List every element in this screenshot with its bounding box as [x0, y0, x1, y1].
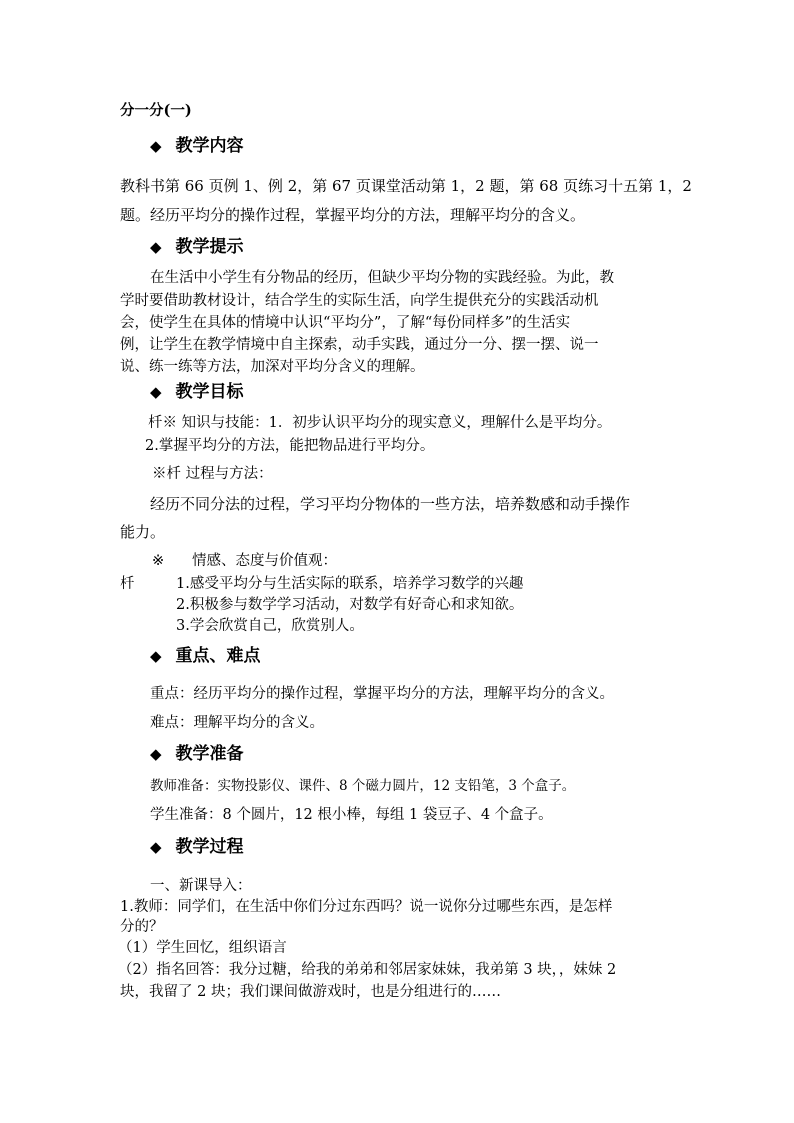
goals-emotion-mark: ※ [152, 553, 165, 569]
page-title: 分一分(一) [120, 102, 192, 119]
hints-line-5: 说、练一练等方法，加深对平均分含义的理解。 [120, 359, 425, 375]
hints-line-1: 在生活中小学生有分物品的经历，但缺少平均分物的实践经验。为此，教 [150, 270, 614, 286]
diamond-bullet-icon: ◆ [150, 647, 162, 665]
goals-emotion-label: 情感、态度与价值观： [192, 553, 337, 569]
goals-process-line-1: 经历不同分法的过程，学习平均分物体的一些方法，培养数感和动手操作 [150, 495, 631, 513]
goals-emotion-item-1: 1.感受平均分与生活实际的联系，培养学习数学的兴趣 [176, 576, 524, 592]
heading-goals-label: 教学目标 [175, 382, 244, 402]
process-line-4: （1）学生回忆，组织语言 [118, 940, 287, 956]
heading-preparation [150, 743, 244, 765]
heading-content-label: 教学内容 [175, 136, 244, 156]
hints-line-2: 学时要借助教材设计，结合学生的实际生活，向学生提供充分的实践活动机 [120, 293, 599, 309]
process-line-3: 分的？ [120, 919, 164, 935]
diamond-bullet-icon: ◆ [150, 238, 162, 256]
diamond-bullet-icon: ◆ [150, 838, 162, 856]
heading-content [150, 135, 244, 157]
diamond-bullet-icon: ◆ [150, 745, 162, 763]
preparation-line-2: 学生准备：8 个圆片，12 根小棒，每组 1 袋豆子、4 个盒子。 [150, 807, 553, 823]
keypoints-line-2: 难点：理解平均分的含义。 [150, 715, 324, 731]
process-line-2: 1.教师：同学们，在生活中你们分过东西吗？说一说你分过哪些东西，是怎样 [120, 899, 613, 915]
keypoints-line-1: 重点：经历平均分的操作过程，掌握平均分的方法，理解平均分的含义。 [150, 686, 614, 702]
content-line-2: 题。经历平均分的操作过程，掌握平均分的方法，理解平均分的含义。 [120, 206, 586, 224]
heading-goals [150, 381, 244, 403]
heading-hints-label: 教学提示 [175, 237, 244, 257]
heading-process-label: 教学过程 [175, 837, 244, 857]
heading-keypoints-label: 重点、难点 [175, 646, 261, 666]
process-line-6: 块，我留了 2 块；我们课间做游戏时，也是分组进行的…… [120, 984, 501, 1000]
goals-emotion-item-2: 2.积极参与数学学习活动，对数学有好奇心和求知欲。 [176, 597, 524, 613]
heading-process [150, 836, 244, 858]
diamond-bullet-icon: ◆ [150, 137, 162, 155]
preparation-line-1: 教师准备：实物投影仪、课件、8 个磁力圆片，12 支铅笔，3 个盒子。 [150, 778, 576, 794]
goals-emotion-item-3: 3.学会欣赏自己，欣赏别人。 [176, 618, 364, 634]
heading-keypoints [150, 645, 261, 667]
heading-hints [150, 236, 244, 258]
hints-line-4: 例，让学生在教学情境中自主探索，动手实践，通过分一分、摆一摆、说一 [120, 337, 599, 353]
process-line-5: （2）指名回答：我分过糖，给我的弟弟和邻居家妹妹，我弟第 3 块，，妹妹 2 [118, 962, 617, 978]
goals-knowledge-line-2: 2.掌握平均分的方法，能把物品进行平均分。 [145, 438, 435, 454]
content-line-1: 教科书第 66 页例 1、例 2，第 67 页课堂活动第 1，2 题，第 68 页练习十五第 1，2 [120, 177, 692, 195]
goals-process-line-2: 能力。 [120, 523, 166, 541]
diamond-bullet-icon: ◆ [150, 383, 162, 401]
goals-knowledge-line-1: 杄※ 知识与技能：1．初步认识平均分的现实意义，理解什么是平均分。 [148, 415, 612, 431]
hints-line-3: 会，使学生在具体的情境中认识“平均分”，了解“每份同样多”的生活实 [120, 315, 571, 331]
goals-process-label: ※杄 过程与方法： [152, 466, 273, 482]
process-line-1: 一、新课导入： [150, 878, 252, 894]
heading-preparation-label: 教学准备 [175, 744, 244, 764]
goals-emotion-left-mark: 杄 [120, 576, 135, 592]
